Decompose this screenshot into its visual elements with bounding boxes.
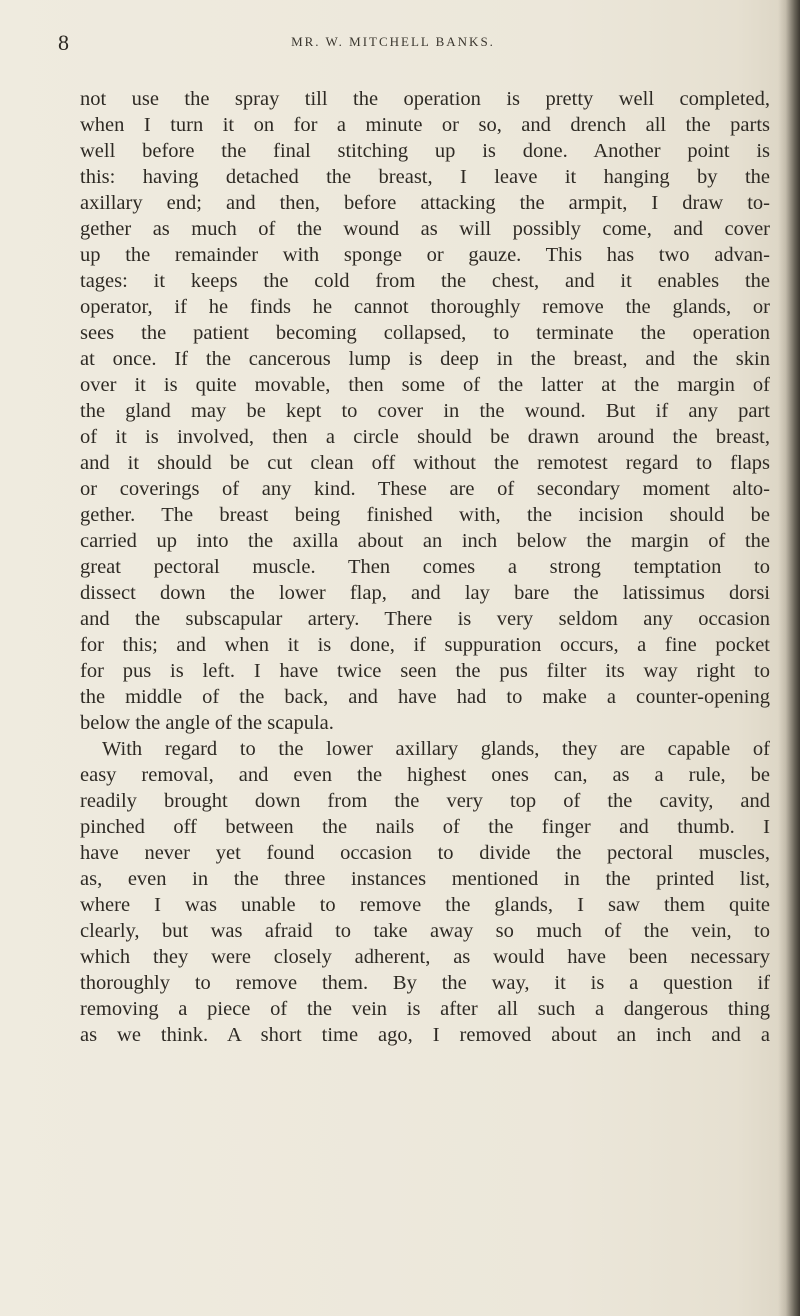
text-line: axillary end; and then, before attacking the armpit, I draw to- <box>80 192 770 214</box>
text-line: great pectoral muscle. Then comes a strong temptation to <box>80 556 770 578</box>
text-line: as, even in the three instances mentioned in the printed list, <box>80 868 770 890</box>
text-line: the gland may be kept to cover in the wound. But if any part <box>80 400 770 422</box>
text-line: easy removal, and even the highest ones can, as a rule, be <box>80 764 770 786</box>
text-line: pinched off between the nails of the finger and thumb. I <box>80 816 770 838</box>
text-line: well before the final stitching up is done. Another point is <box>80 140 770 162</box>
text-line: at once. If the cancerous lump is deep in the breast, and the skin <box>80 348 770 370</box>
text-line: up the remainder with sponge or gauze. This has two advan- <box>80 244 770 266</box>
text-line: where I was unable to remove the glands, I saw them quite <box>80 894 770 916</box>
text-line: for pus is left. I have twice seen the pus filter its way right to <box>80 660 770 682</box>
text-line: operator, if he finds he cannot thoroughly remove the glands, or <box>80 296 770 318</box>
text-line: sees the patient becoming collapsed, to terminate the operation <box>80 322 770 344</box>
text-line: which they were closely adherent, as would have been necessary <box>80 946 770 968</box>
running-head <box>58 30 768 56</box>
text-line: for this; and when it is done, if suppuration occurs, a fine pocket <box>80 634 770 656</box>
text-line: removing a piece of the vein is after all such a dangerous thing <box>80 998 770 1020</box>
running-title: MR. W. MITCHELL BANKS. <box>291 34 495 49</box>
text-line: gether as much of the wound as will possibly come, and cover <box>80 218 770 240</box>
text-line: this: having detached the breast, I leave it hanging by the <box>80 166 770 188</box>
text-line: gether. The breast being finished with, the incision should be <box>80 504 770 526</box>
text-line: dissect down the lower flap, and lay bare the latissimus dorsi <box>80 582 770 604</box>
text-line: below the angle of the scapula. <box>80 712 334 734</box>
text-line: or coverings of any kind. These are of secondary moment alto- <box>80 478 770 500</box>
text-line: readily brought down from the very top of the cavity, and <box>80 790 770 812</box>
text-line: clearly, but was afraid to take away so much of the vein, to <box>80 920 770 942</box>
text-line: tages: it keeps the cold from the chest, and it enables the <box>80 270 770 292</box>
page-number: 8 <box>58 30 69 55</box>
text-line: and the subscapular artery. There is very seldom any occasion <box>80 608 770 630</box>
text-line: have never yet found occasion to divide the pectoral muscles, <box>80 842 770 864</box>
text-line: the middle of the back, and have had to make a counter-opening <box>80 686 770 708</box>
binding-shadow <box>778 0 800 1316</box>
text-line: when I turn it on for a minute or so, and drench all the parts <box>80 114 770 136</box>
text-line: and it should be cut clean off without the remotest regard to flaps <box>80 452 770 474</box>
text-line: carried up into the axilla about an inch below the margin of the <box>80 530 770 552</box>
body-text <box>80 86 770 1048</box>
text-line: as we think. A short time ago, I removed about an inch and a <box>80 1024 770 1046</box>
text-line: With regard to the lower axillary glands, they are capable of <box>102 738 770 760</box>
text-line: not use the spray till the operation is pretty well completed, <box>80 88 770 110</box>
text-line: over it is quite movable, then some of the latter at the margin of <box>80 374 770 396</box>
text-line: thoroughly to remove them. By the way, it is a question if <box>80 972 770 994</box>
text-line: of it is involved, then a circle should be drawn around the breast, <box>80 426 770 448</box>
